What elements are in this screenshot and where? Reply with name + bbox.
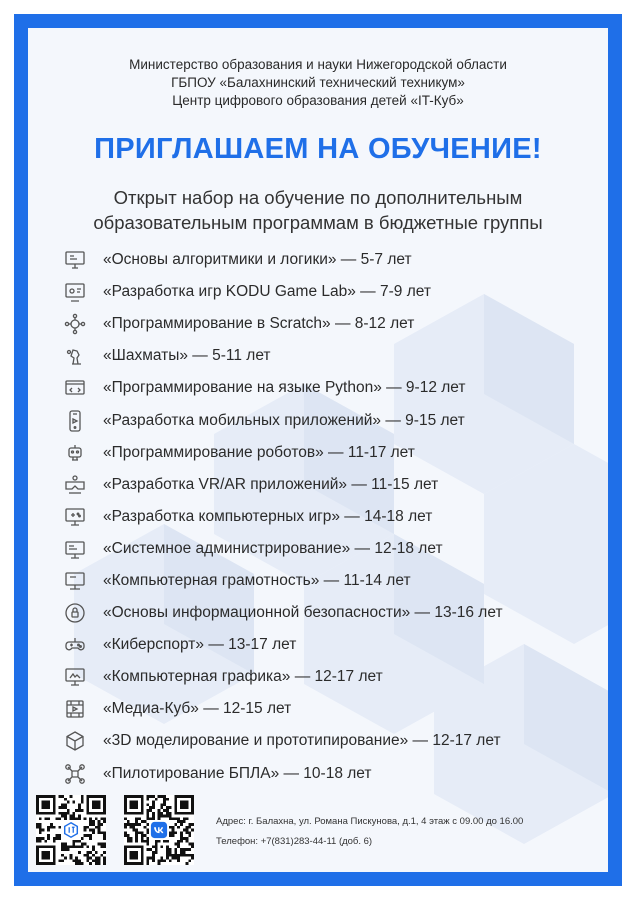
list-item: «Основы алгоритмики и логики» — 5-7 лет xyxy=(62,244,622,276)
list-item: «Разработка VR/AR приложений» — 11-15 лет xyxy=(62,469,622,501)
ministry-line: Министерство образования и науки Нижегородской области xyxy=(129,57,507,72)
security-icon xyxy=(62,601,87,626)
list-item: «Компьютерная графика» — 12-17 лет xyxy=(62,661,622,693)
computer-icon xyxy=(62,568,87,593)
subheading-line-1: Открыт набор на обучение по дополнительным xyxy=(113,187,523,208)
robot-icon xyxy=(62,440,87,465)
list-item: «Разработка мобильных приложений» — 9-15 лет xyxy=(62,404,622,436)
scratch-icon xyxy=(62,312,87,337)
list-item: «Программирование роботов» — 11-17 лет xyxy=(62,437,622,469)
list-item: «Пилотирование БПЛА» — 10-18 лет xyxy=(62,758,622,790)
list-item: «Основы информационной безопасности» — 13-16 лет xyxy=(62,597,622,629)
list-item: «Шахматы» — 5-11 лет xyxy=(62,340,622,372)
game-lab-icon xyxy=(62,280,87,305)
phone-text: Телефон: +7(831)283-44-11 (доб. 6) xyxy=(216,836,373,847)
vr-icon xyxy=(62,472,87,497)
server-icon xyxy=(62,536,87,561)
header xyxy=(0,56,636,110)
qr-code-vk[interactable] xyxy=(124,795,194,865)
media-icon xyxy=(62,697,87,722)
vk-logo-icon xyxy=(149,820,169,840)
subheading-line-2: образовательным программам в бюджетные группы xyxy=(93,212,543,233)
list-item: «Киберспорт» — 13-17 лет xyxy=(62,629,622,661)
algorithm-icon xyxy=(62,248,87,273)
list-item: «Программирование на языке Python» — 9-12 лет xyxy=(62,372,622,404)
list-item: «Компьютерная грамотность» — 11-14 лет xyxy=(62,565,622,597)
list-item: «Медиа-Куб» — 12-15 лет xyxy=(62,693,622,725)
list-item: «Системное администрирование» — 12-18 лет xyxy=(62,533,622,565)
school-line: ГБПОУ «Балахнинский технический техникум» xyxy=(171,75,465,90)
list-item: «Разработка компьютерных игр» — 14-18 лет xyxy=(62,501,622,533)
center-line: Центр цифрового образования детей «IT-Куб» xyxy=(172,93,464,108)
python-icon xyxy=(62,376,87,401)
mobile-icon xyxy=(62,408,87,433)
monitor-game-icon xyxy=(62,504,87,529)
cube-3d-icon xyxy=(62,729,87,754)
drone-icon xyxy=(62,761,87,786)
graphics-icon xyxy=(62,665,87,690)
subheading xyxy=(0,185,636,235)
list-item: «Разработка игр KODU Game Lab» — 7-9 лет xyxy=(62,276,622,308)
list-item: «3D моделирование и прототипирование» — 12-17 лет xyxy=(62,725,622,757)
address-text: Адрес: г. Балахна, ул. Романа Пискунова, д.1, 4 этаж с 09.00 до 16.00 xyxy=(216,816,524,827)
qr-code-itcube[interactable] xyxy=(36,795,106,865)
list-item: «Программирование в Scratch» — 8-12 лет xyxy=(62,308,622,340)
chess-icon xyxy=(62,344,87,369)
gamepad-icon xyxy=(62,633,87,658)
page-title: ПРИГЛАШАЕМ НА ОБУЧЕНИЕ! xyxy=(94,133,542,165)
course-list xyxy=(62,244,622,790)
itcube-logo-icon xyxy=(61,820,81,840)
